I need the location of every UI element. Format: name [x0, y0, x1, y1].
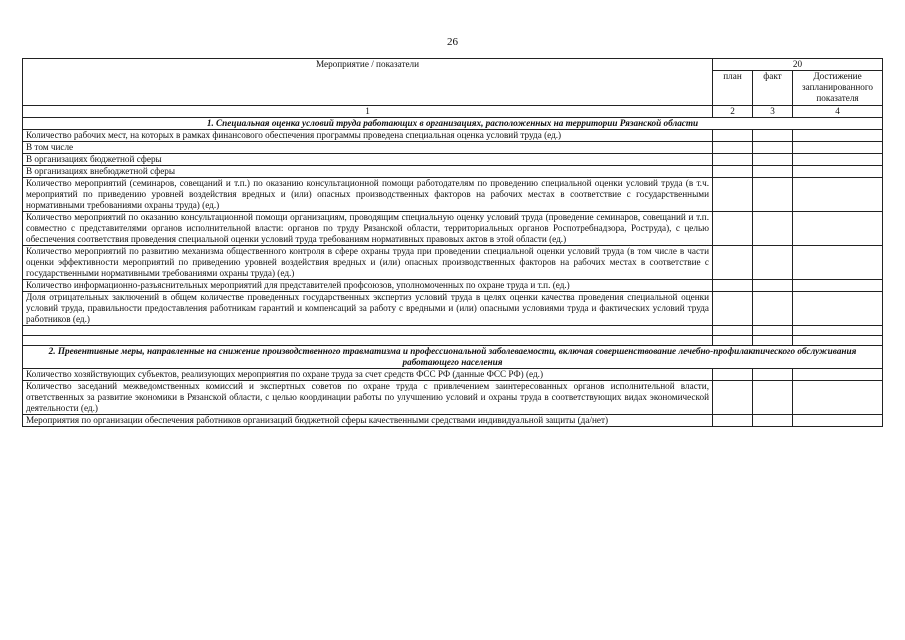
achievement-cell [793, 154, 883, 166]
col-num-1: 1 [23, 106, 713, 118]
plan-cell [713, 292, 753, 326]
section-title: 2. Превентивные меры, направленные на снижение производственного травматизма и профессиональной заболеваемости, включая совершенствование лечебно-профилактического обслуживания работающего населения [23, 346, 883, 369]
row-description: Мероприятия по организации обеспечения работников организаций бюджетной сферы качественными средствами индивидуальной защиты (да/нет) [23, 415, 713, 427]
table-row [23, 381, 883, 415]
header-fact: факт [753, 71, 793, 106]
plan-cell [713, 154, 753, 166]
table-cell-empty [713, 326, 753, 336]
plan-cell [713, 178, 753, 212]
plan-cell [713, 381, 753, 415]
fact-cell [753, 130, 793, 142]
table-cell-empty [793, 326, 883, 336]
table-row [23, 178, 883, 212]
row-description: Количество рабочих мест, на которых в рамках финансового обеспечения программы проведена специальная оценка условий труда (ед.) [23, 130, 713, 142]
plan-cell [713, 142, 753, 154]
table-cell-empty [753, 326, 793, 336]
row-description: Количество информационно-разъяснительных мероприятий для представителей профсоюзов, уполномоченных по охране труда и т.п. (ед.) [23, 280, 713, 292]
achievement-cell [793, 369, 883, 381]
header-plan: план [713, 71, 753, 106]
fact-cell [753, 178, 793, 212]
fact-cell [753, 166, 793, 178]
row-description: Количество хозяйствующих субъектов, реализующих мероприятия по охране труда за счет средств ФСС РФ (данные ФСС РФ) (ед.) [23, 369, 713, 381]
achievement-cell [793, 142, 883, 154]
fact-cell [753, 154, 793, 166]
table-cell-empty [23, 326, 713, 336]
table-cell-empty [713, 336, 753, 346]
table-row [23, 154, 883, 166]
fact-cell [753, 381, 793, 415]
table-row [23, 292, 883, 326]
table-row [23, 130, 883, 142]
page-number: 26 [447, 36, 458, 48]
row-description: Количество заседаний межведомственных комиссий и экспертных советов по охране труда с привлечением заинтересованных органов исполнительной власти, ответственных за развитие экономики в Рязанской области, с целью координации работы по улучшению условий и охраны труда в соответствующих видах экономической деятельности (ед.) [23, 381, 713, 415]
header-achievement: Достижение запланированного показателя [793, 71, 883, 106]
fact-cell [753, 369, 793, 381]
fact-cell [753, 280, 793, 292]
indicators-table [22, 58, 883, 427]
fact-cell [753, 415, 793, 427]
plan-cell [713, 212, 753, 246]
header-year: 20 [713, 59, 883, 71]
plan-cell [713, 130, 753, 142]
spacer-row [23, 326, 883, 336]
column-numbers-row [23, 106, 883, 118]
table-row [23, 166, 883, 178]
table-row [23, 212, 883, 246]
col-num-2: 2 [713, 106, 753, 118]
row-description: В организациях бюджетной сферы [23, 154, 713, 166]
achievement-cell [793, 415, 883, 427]
fact-cell [753, 292, 793, 326]
row-description: Количество мероприятий по оказанию консультационной помощи организациям, проводящим специальную оценку условий труда (проведение семинаров, совещаний и т.п. совместно с представителями органов исполнительной власти: органов по труду Рязанской области, территориальных органов Роспотребнадзора, Роструда), с целью обеспечения соответствия проведения специальной оценки условий труда требованиям нормативных правовых актов в этой области (ед.) [23, 212, 713, 246]
row-description: В организациях внебюджетной сферы [23, 166, 713, 178]
fact-cell [753, 142, 793, 154]
fact-cell [753, 212, 793, 246]
achievement-cell [793, 246, 883, 280]
plan-cell [713, 280, 753, 292]
table-row [23, 280, 883, 292]
achievement-cell [793, 178, 883, 212]
plan-cell [713, 369, 753, 381]
section-title-row [23, 118, 883, 130]
achievement-cell [793, 130, 883, 142]
achievement-cell [793, 212, 883, 246]
table-row [23, 246, 883, 280]
col-num-3: 3 [753, 106, 793, 118]
row-description: В том числе [23, 142, 713, 154]
fact-cell [753, 246, 793, 280]
plan-cell [713, 246, 753, 280]
col-num-4: 4 [793, 106, 883, 118]
row-description: Доля отрицательных заключений в общем количестве проведенных государственных экспертиз условий труда в целях оценки качества проведения специальной оценки условий труда, правильности предоставления работникам гарантий и компенсаций за работу с вредными и (или) опасными условиями труда и фактических условий труда работников (ед.) [23, 292, 713, 326]
plan-cell [713, 415, 753, 427]
achievement-cell [793, 280, 883, 292]
achievement-cell [793, 292, 883, 326]
table-cell-empty [793, 336, 883, 346]
achievement-cell [793, 166, 883, 178]
header-measure: Мероприятие / показатели [23, 59, 713, 106]
row-description: Количество мероприятий (семинаров, совещаний и т.п.) по оказанию консультационной помощи работодателям по проведению специальной оценки условий труда (в т.ч. мероприятий по приведению уровней воздействия вредных и (или) опасных производственных факторов на рабочих местах в соответствие с государственными нормативными требованиями охраны труда) (ед.) [23, 178, 713, 212]
table-row [23, 415, 883, 427]
plan-cell [713, 166, 753, 178]
spacer-row [23, 336, 883, 346]
table-row [23, 142, 883, 154]
header-row [23, 59, 883, 71]
row-description: Количество мероприятий по развитию механизма общественного контроля в сфере охраны труда при проведении специальной оценки условий труда (в том числе в части оценки эффективности мероприятий по приведению уровней воздействия вредных и (или) опасных производственных факторов на рабочих местах в соответствие с государственными нормативными требованиями охраны труда) (ед.) [23, 246, 713, 280]
table-cell-empty [23, 336, 713, 346]
achievement-cell [793, 381, 883, 415]
section-title: 1. Специальная оценка условий труда работающих в организациях, расположенных на территории Рязанской области [23, 118, 883, 130]
table-cell-empty [753, 336, 793, 346]
section-title-row [23, 346, 883, 369]
table-row [23, 369, 883, 381]
